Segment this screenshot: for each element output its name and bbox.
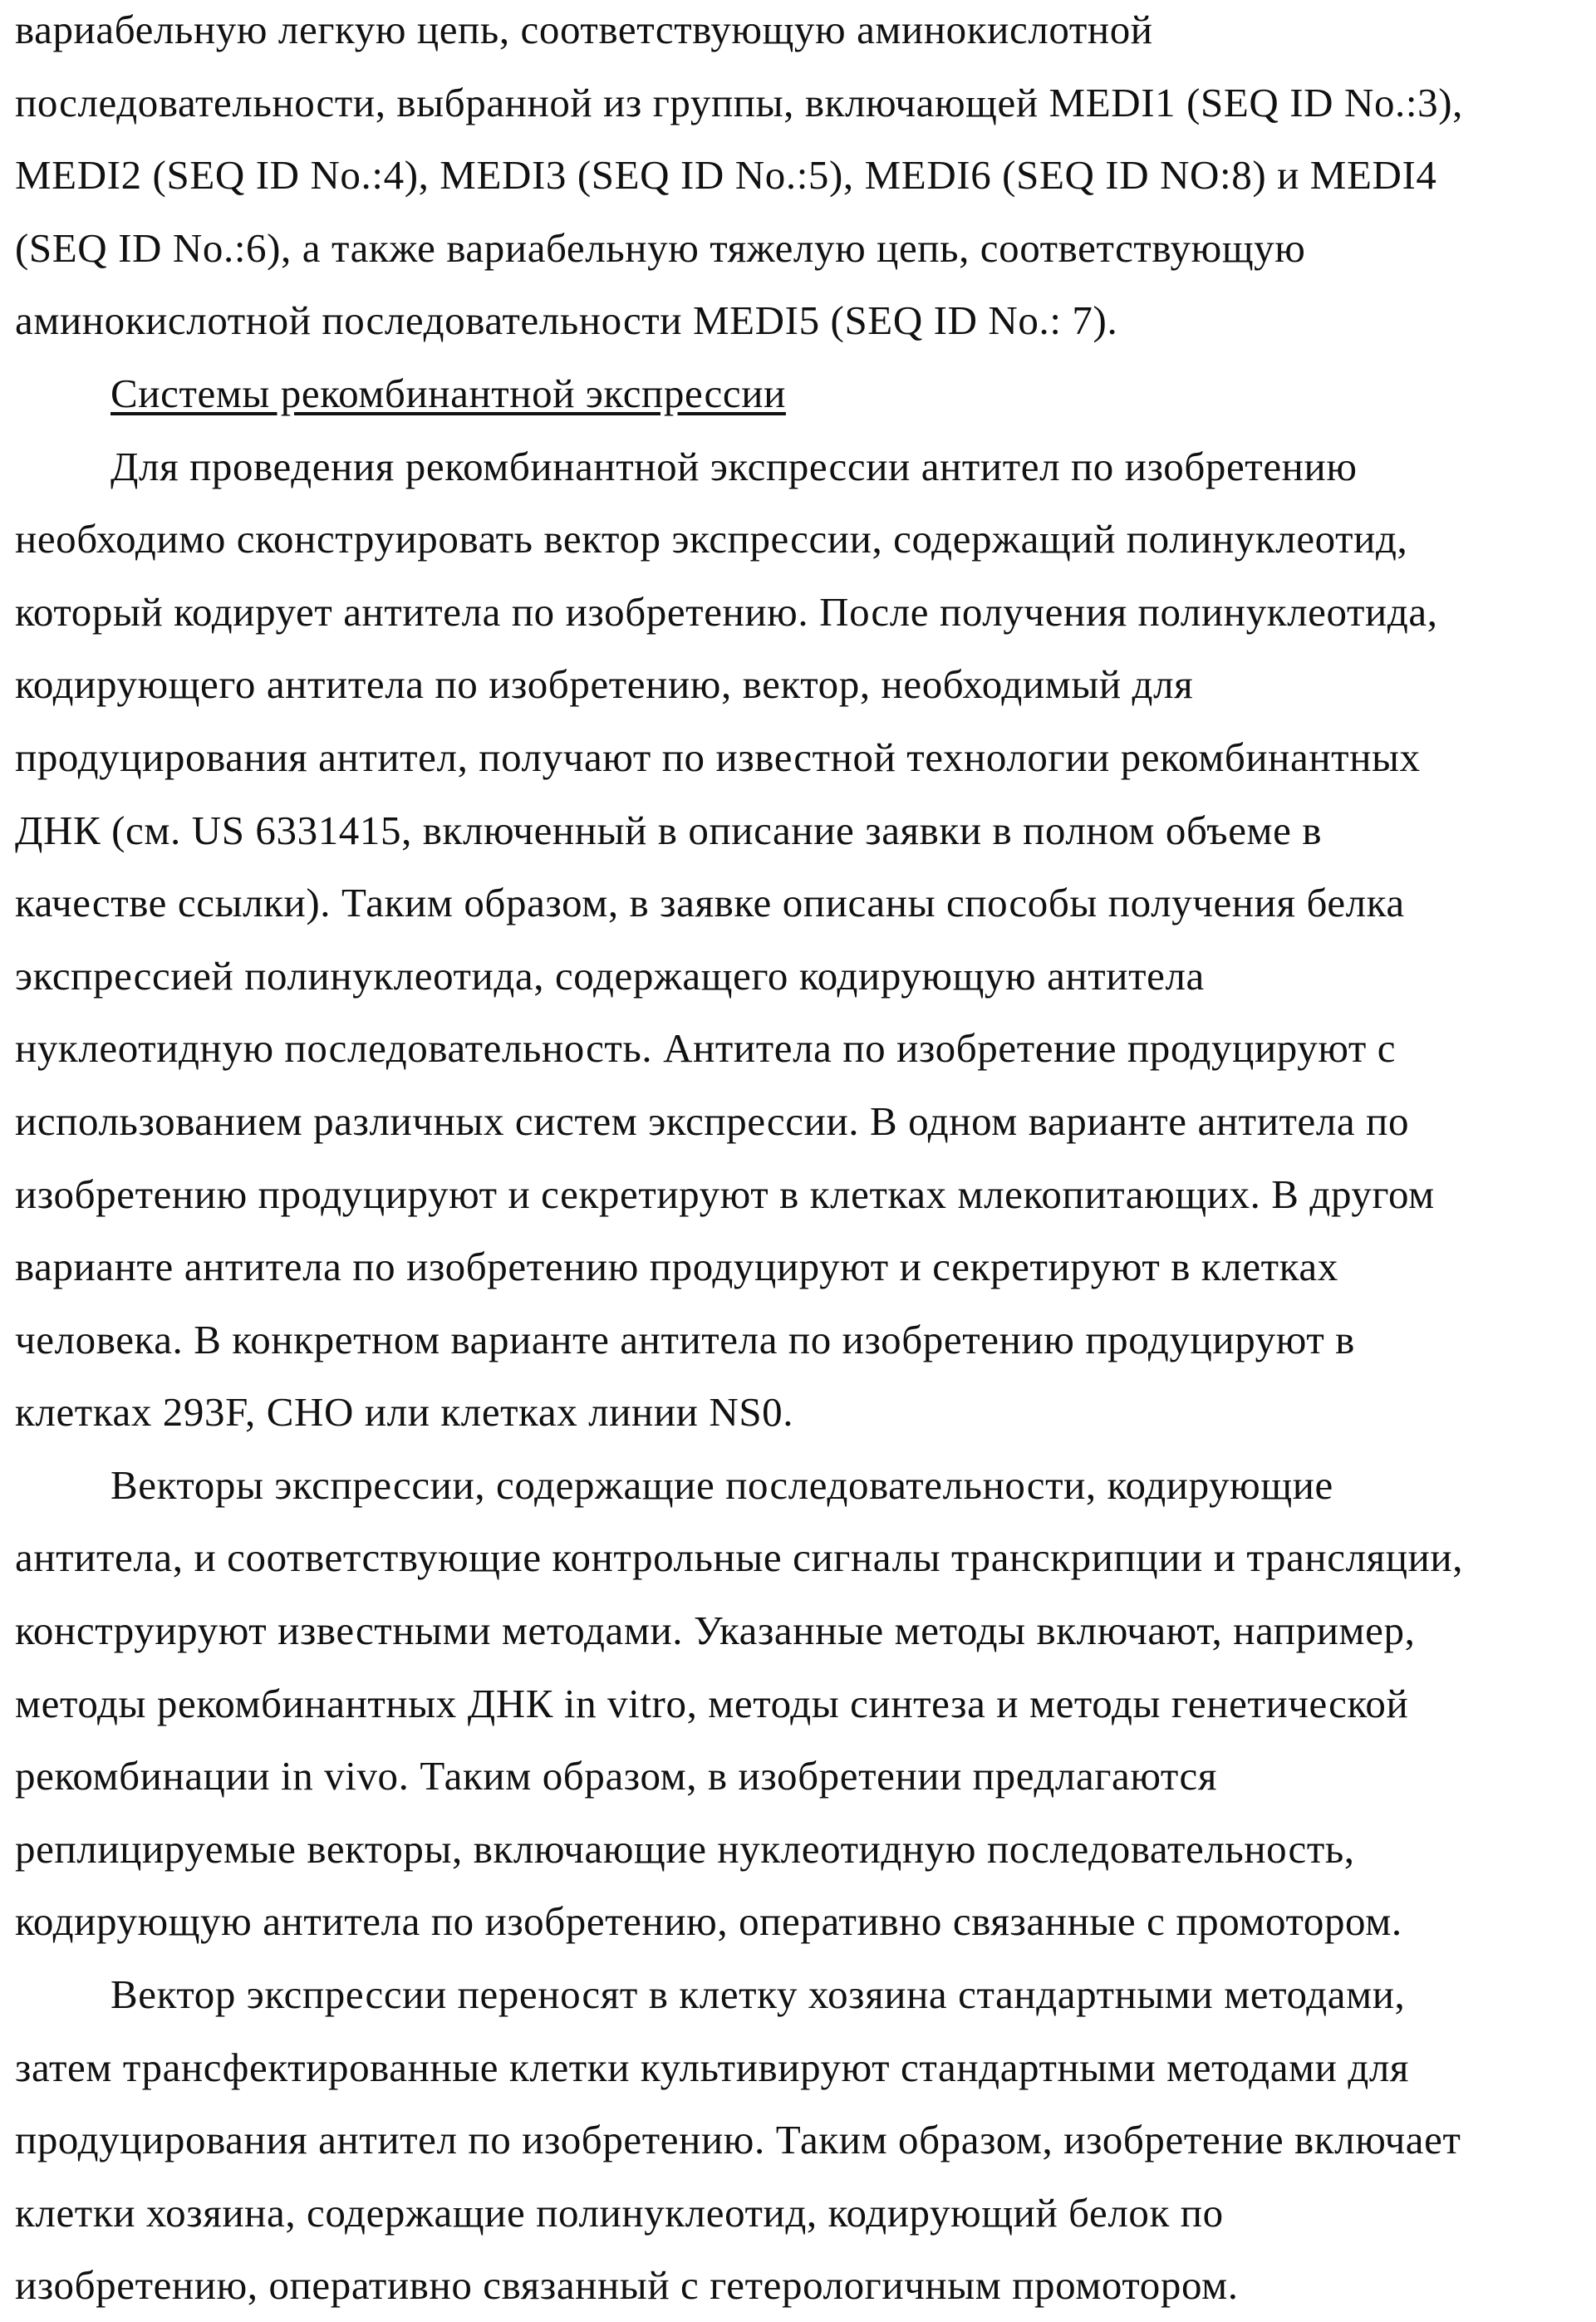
text-line: конструируют известными методами. Указанные методы включают, например,	[15, 1594, 1594, 1667]
text-line: Для проведения рекомбинантной экспрессии антител по изобретению	[15, 430, 1594, 503]
text-line: человека. В конкретном варианте антитела по изобретению продуцируют в	[15, 1303, 1594, 1377]
text-line: продуцирования антител по изобретению. Таким образом, изобретение включает	[15, 2104, 1594, 2177]
text-line: MEDI2 (SEQ ID No.:4), MEDI3 (SEQ ID No.:5), MEDI6 (SEQ ID NO:8) и MEDI4	[15, 139, 1594, 212]
text-line: кодирующего антитела по изобретению, вектор, необходимый для	[15, 648, 1594, 721]
intro-paragraph	[15, 0, 1594, 357]
text-line: изобретению, оперативно связанный с гетерологичным промотором.	[15, 2249, 1594, 2322]
text-line: клетках 293F, CHO или клетках линии NS0.	[15, 1376, 1594, 1449]
section-heading-wrap	[15, 357, 1594, 430]
text-line: последовательности, выбранной из группы, включающей MEDI1 (SEQ ID No.:3),	[15, 66, 1594, 140]
text-line: методы рекомбинантных ДНК in vitro, методы синтеза и методы генетической	[15, 1667, 1594, 1740]
text-line: аминокислотной последовательности MEDI5 (SEQ ID No.: 7).	[15, 284, 1594, 357]
paragraph-3	[15, 1958, 1594, 2322]
text-line: затем трансфектированные клетки культивируют стандартными методами для	[15, 2031, 1594, 2104]
text-line: клетки хозяина, содержащие полинуклеотид, кодирующий белок по	[15, 2177, 1594, 2250]
text-line: изобретению продуцируют и секретируют в клетках млекопитающих. В другом	[15, 1158, 1594, 1231]
text-line: качестве ссылки). Таким образом, в заявке описаны способы получения белка	[15, 866, 1594, 940]
text-line: вариабельную легкую цепь, соответствующую аминокислотной	[15, 0, 1594, 66]
text-line: использованием различных систем экспрессии. В одном варианте антитела по	[15, 1085, 1594, 1158]
text-line: антитела, и соответствующие контрольные сигналы транскрипции и трансляции,	[15, 1521, 1594, 1594]
document-page	[15, 0, 1594, 2322]
text-line: Вектор экспрессии переносят в клетку хозяина стандартными методами,	[15, 1958, 1594, 2031]
paragraph-2	[15, 1449, 1594, 1958]
text-line: рекомбинации in vivo. Таким образом, в изобретении предлагаются	[15, 1740, 1594, 1813]
text-line: Векторы экспрессии, содержащие последовательности, кодирующие	[15, 1449, 1594, 1522]
text-line: (SEQ ID No.:6), а также вариабельную тяжелую цепь, соответствующую	[15, 212, 1594, 285]
text-line: варианте антитела по изобретению продуцируют и секретируют в клетках	[15, 1230, 1594, 1303]
text-line: экспрессией полинуклеотида, содержащего кодирующую антитела	[15, 940, 1594, 1013]
text-line: реплицируемые векторы, включающие нуклеотидную последовательность,	[15, 1813, 1594, 1886]
text-line: продуцирования антител, получают по известной технологии рекомбинантных	[15, 721, 1594, 794]
paragraph-1	[15, 430, 1594, 1449]
text-line: ДНК (см. US 6331415, включенный в описание заявки в полном объеме в	[15, 794, 1594, 867]
text-line: необходимо сконструировать вектор экспрессии, содержащий полинуклеотид,	[15, 503, 1594, 576]
text-line: кодирующую антитела по изобретению, оперативно связанные с промотором.	[15, 1885, 1594, 1958]
text-line: нуклеотидную последовательность. Антитела по изобретение продуцируют с	[15, 1012, 1594, 1085]
section-heading: Системы рекомбинантной экспрессии	[110, 371, 786, 416]
text-line: который кодирует антитела по изобретению. После получения полинуклеотида,	[15, 576, 1594, 649]
